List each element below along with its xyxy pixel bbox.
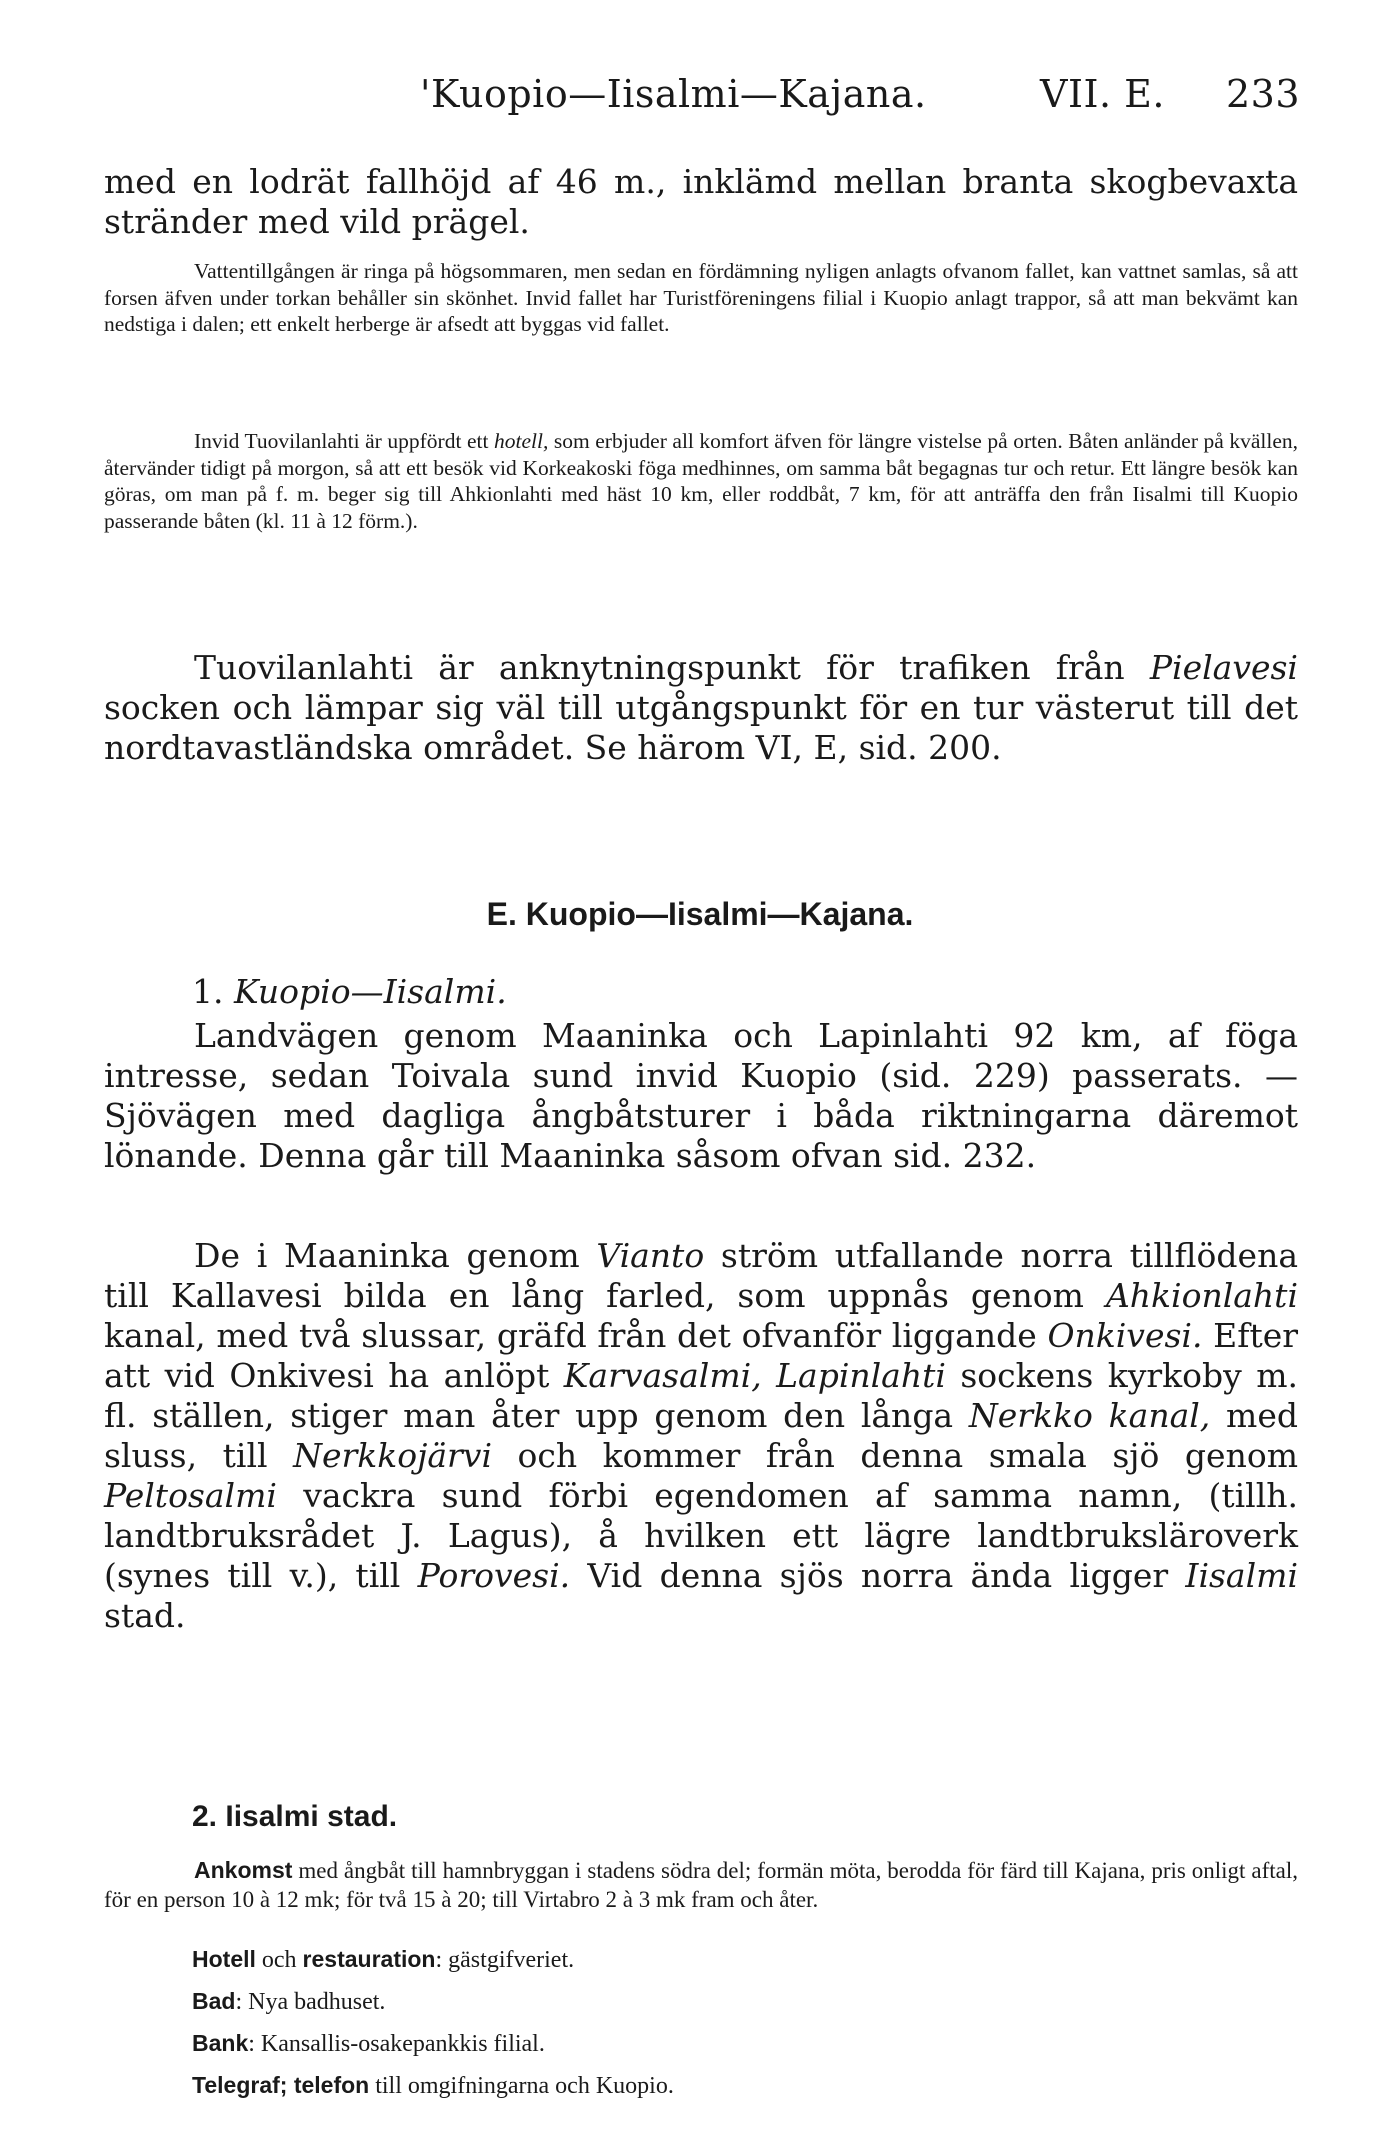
place-vianto: Vianto (596, 1236, 705, 1275)
info-bad (192, 1986, 385, 2018)
info-bank (192, 2028, 545, 2060)
text-span: Tuovilanlahti är anknytningspunkt för trafiken från (194, 648, 1150, 687)
text-span: som erbjuder all komfort äfven för längre vistelse på orten. Båten anländer på kvällen, återvänder tidigt på morgon, så att ett besök vid Korkeakoski föga medhinnes, om samma båt begagnas tur och retur. Ett längre besök kan göras, om man på f. m. beger sig till Ahkionlahti med häst 10 km, eller roddbåt, 7 km, för att anträffa den från Iisalmi till Kuopio passerande båten (kl. 11 à 12 förm.). (104, 429, 1299, 533)
paragraph-fall: med en lodrät fallhöjd af 46 m., inklämd mellan branta skogbevaxta stränder med vild prägel. (104, 162, 1298, 241)
section-heading: E. Kuopio—Iisalmi—Kajana. (486, 896, 914, 932)
paragraph-arrival (104, 1856, 1298, 1914)
place-nerkkojarvi: Nerkkojärvi (293, 1436, 492, 1475)
paragraph-hotel (104, 428, 1298, 534)
text-span: och (255, 1947, 303, 1973)
label-bank: Bank (192, 2030, 249, 2056)
section-marker: VII. E. (1040, 72, 1165, 116)
info-hotel (192, 1944, 574, 1976)
text-span: socken och lämpar sig väl till utgångspunkt för en tur västerut till det nordtavastländska området. Se härom VI, E, sid. 200. (104, 688, 1298, 767)
paragraph-landvagen: Landvägen genom Maaninka och Lapinlahti 92 km, af föga intresse, sedan Toivala sund invid Kuopio (sid. 229) passerats. — Sjövägen med dagliga ångbåtsturer i båda riktningarna däremot lönande. Denna går till Maaninka såsom ofvan sid. 232. (104, 1016, 1298, 1175)
place-peltosalmi: Peltosalmi (104, 1476, 277, 1515)
subsection-route: Kuopio—Iisalmi. (234, 972, 507, 1011)
label-ankomst: Ankomst (194, 1857, 293, 1883)
text-span (762, 1356, 776, 1395)
place-karvasalmi: Karvasalmi, (563, 1356, 762, 1395)
label-bad: Bad (192, 1988, 236, 2014)
value-hotel: : gästgifveriet. (435, 1947, 575, 1973)
place-onkivesi: Onkivesi. (1047, 1316, 1203, 1355)
subsection-2-title (192, 1800, 397, 1834)
text-span: med sluss, till (104, 1396, 1298, 1475)
subsection-number: 1. (192, 972, 224, 1011)
label-telegraf-telefon: Telegraf; telefon (192, 2072, 370, 2098)
info-telegraf (192, 2070, 674, 2102)
place-iisalmi: Iisalmi (1185, 1556, 1299, 1595)
text-span: Vid denna sjös norra ända ligger (570, 1556, 1186, 1595)
text-span: med ångbåt till hamnbryggan i stadens södra del; formän möta, berodda för färd till Kajana, pris onligt aftal, för en person 10 à 12 mk; för två 15 à 20; till Virtabro 2 à 3 mk fram och åter. (104, 1858, 1298, 1912)
place-nerkko-kanal: Nerkko kanal, (968, 1396, 1211, 1435)
text-span: kanal, med två slussar, gräfd från det ofvanför liggande (104, 1316, 1048, 1355)
page-number: 233 (1225, 72, 1300, 116)
value-bad: : Nya badhuset. (235, 1989, 386, 2015)
paragraph-route-description (104, 1236, 1298, 1636)
subsection-number: 2. (192, 1800, 218, 1833)
label-hotell: Hotell (192, 1946, 256, 1972)
value-bank: : Kansallis-osakepankkis filial. (248, 2031, 545, 2057)
place-ahkionlahti: Ahkionlahti (1105, 1276, 1298, 1315)
text-span: De i Maaninka genom (194, 1236, 597, 1275)
paragraph-tuovilanlahti (104, 648, 1298, 768)
place-pielavesi: Pielavesi (1149, 648, 1298, 687)
subsection-1-title (192, 972, 507, 1012)
text-span: Invid Tuovilanlahti är uppfördt ett (194, 429, 494, 453)
running-title: 'Kuopio—Iisalmi—Kajana. (420, 72, 927, 116)
place-lapinlahti: Lapinlahti (776, 1356, 946, 1395)
text-span: och kommer från denna smala sjö genom (492, 1436, 1298, 1475)
paragraph-water-supply: Vattentillgången är ringa på högsommaren, men sedan en fördämning nyligen anlagts ofvanom fallet, kan vattnet samlas, så att forsen äfven under torkan behåller sin skönhet. Invid fallet har Turistföreningens filial i Kuopio anlagt trappor, så att man bekvämt kan nedstiga i dalen; ett enkelt herberge är afsedt att byggas vid fallet. (104, 259, 1298, 336)
text-span: sockens kyrkoby m. fl. ställen, stiger man åter upp genom den långa (104, 1356, 1298, 1435)
text-span: ström utfallande norra tillflödena till Kallavesi bilda en lång farled, som uppnås genom (104, 1236, 1298, 1315)
subsection-city: Iisalmi stad. (225, 1800, 398, 1833)
text-span: vackra sund förbi egendomen af samma namn, (tillh. landtbruksrådet J. Lagus), å hvilken ett lägre landtbruksläroverk (synes till v.), till (104, 1476, 1298, 1595)
text-span: Efter att vid Onkivesi ha anlöpt (104, 1316, 1299, 1395)
place-porovesi: Porovesi. (417, 1556, 571, 1595)
text-span: stad. (104, 1596, 186, 1635)
value-telegraf: till omgifningarna och Kuopio. (369, 2073, 674, 2099)
emphasis-hotel: hotell, (493, 429, 549, 453)
label-restauration: restauration (302, 1946, 436, 1972)
